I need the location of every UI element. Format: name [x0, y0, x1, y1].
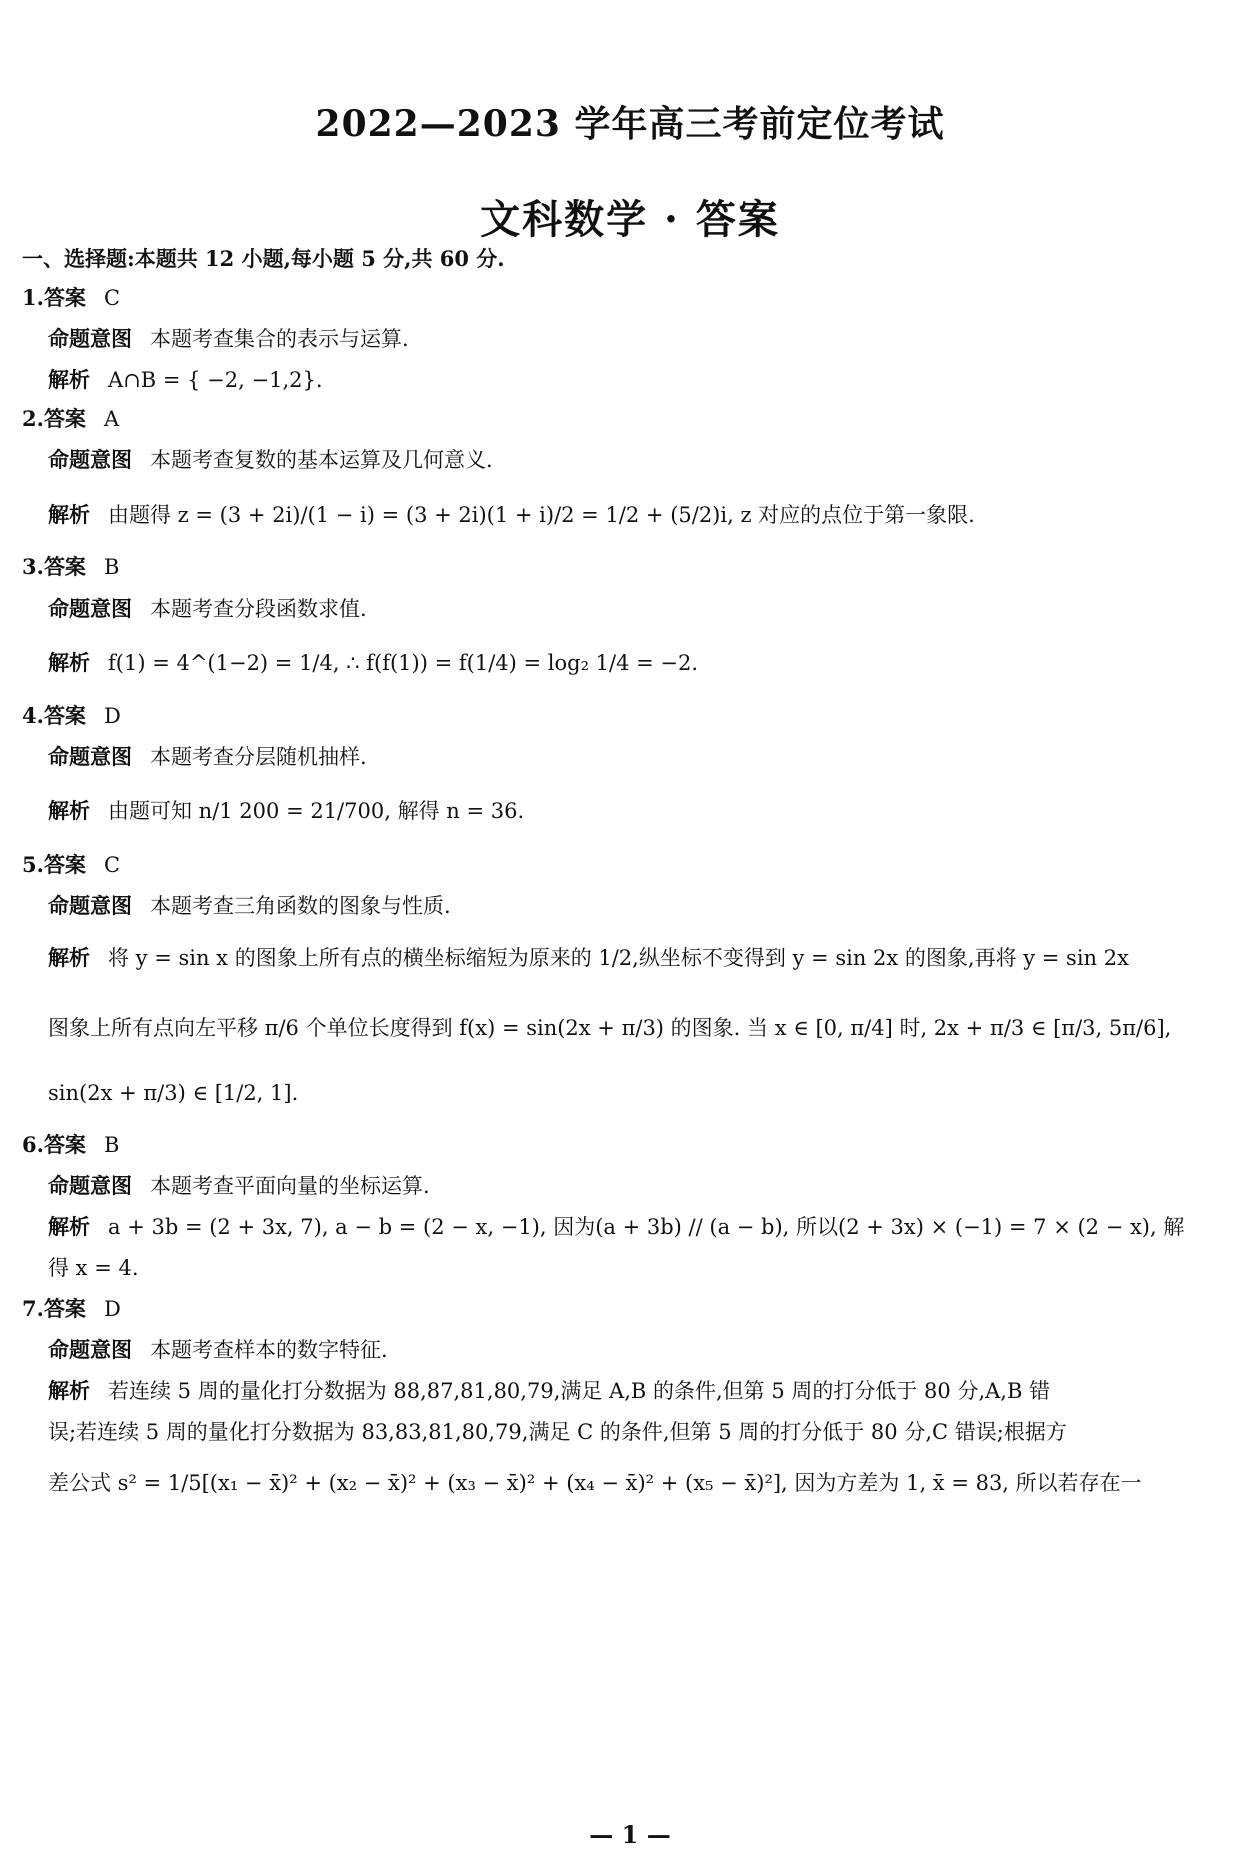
analysis-continuation: sin(2x + π/3) ∈ [1/2, 1]. — [48, 1081, 299, 1105]
analysis-label: 解析 — [48, 650, 90, 675]
analysis-label: 解析 — [48, 945, 90, 970]
answer-value: B — [103, 555, 120, 579]
answer-label: 答案 — [43, 852, 86, 877]
intent-text: 本题考查样本的数字特征. — [150, 1338, 388, 1362]
intent-text: 本题考查分层随机抽样. — [150, 745, 367, 769]
question-7-answer — [22, 1294, 1242, 1324]
intent-label: 命题意图 — [48, 744, 132, 769]
intent-label: 命题意图 — [48, 1173, 132, 1198]
analysis-text: 由题可知 n/1 200 = 21/700, 解得 n = 36. — [108, 799, 525, 823]
question-3-answer — [22, 552, 1242, 582]
analysis-label: 解析 — [48, 1378, 90, 1403]
question-4-answer — [22, 701, 1242, 731]
document-title: 2022—2023 学年高三考前定位考试 — [315, 103, 945, 145]
question-6-intent — [48, 1171, 1242, 1201]
question-number: 7. — [22, 1296, 44, 1321]
question-5-answer — [22, 850, 1242, 880]
question-2-analysis — [48, 500, 1242, 530]
intent-text: 本题考查三角函数的图象与性质. — [150, 894, 451, 918]
question-1-answer — [22, 283, 1242, 313]
question-6-answer — [22, 1130, 1242, 1160]
question-7-intent — [48, 1335, 1242, 1365]
answer-label: 答案 — [43, 703, 86, 728]
analysis-label: 解析 — [48, 367, 90, 392]
intent-text: 本题考查平面向量的坐标运算. — [150, 1174, 430, 1198]
question-1-analysis — [48, 365, 1242, 395]
analysis-text: f(1) = 4^(1−2) = 1/4, ∴ f(f(1)) = f(1/4) = log₂ 1/4 = −2. — [108, 651, 699, 675]
answer-value: D — [103, 1297, 121, 1321]
document-subtitle: 文科数学 · 答案 — [480, 196, 780, 243]
analysis-text: A∩B = { −2, −1,2}. — [108, 368, 323, 392]
analysis-label: 解析 — [48, 502, 90, 527]
section-heading: 一、选择题:本题共 12 小题,每小题 5 分,共 60 分. — [22, 246, 505, 271]
analysis-continuation: 误;若连续 5 周的量化打分数据为 83,83,81,80,79,满足 C 的条件,但第 5 周的打分低于 80 分,C 错误;根据方 — [48, 1420, 1067, 1444]
question-5-analysis — [48, 943, 1242, 973]
analysis-continuation: 差公式 s² = 1/5[(x₁ − x̄)² + (x₂ − x̄)² + (x₃ − x̄)² + (x₄ − x̄)² + (x₅ − x̄)²], 因为方差为 1, x̄ = 83, 所以若存在一 — [48, 1471, 1142, 1495]
analysis-label: 解析 — [48, 1214, 90, 1239]
answer-value: C — [103, 286, 121, 310]
question-number: 3. — [22, 554, 44, 579]
intent-label: 命题意图 — [48, 1337, 132, 1362]
question-7-analysis — [48, 1376, 1242, 1406]
question-number: 6. — [22, 1132, 44, 1157]
question-number: 2. — [22, 406, 44, 431]
question-6-analysis — [48, 1212, 1242, 1242]
question-1-intent — [48, 324, 1242, 354]
answer-value: D — [103, 704, 121, 728]
analysis-continuation: 得 x = 4. — [48, 1256, 139, 1280]
answer-label: 答案 — [43, 554, 86, 579]
question-2-intent — [48, 445, 1242, 475]
analysis-text: 若连续 5 周的量化打分数据为 88,87,81,80,79,满足 A,B 的条件,但第 5 周的打分低于 80 分,A,B 错 — [108, 1379, 1051, 1403]
answer-label: 答案 — [43, 285, 86, 310]
intent-label: 命题意图 — [48, 326, 132, 351]
intent-label: 命题意图 — [48, 596, 132, 621]
intent-text: 本题考查复数的基本运算及几何意义. — [150, 448, 493, 472]
intent-text: 本题考查分段函数求值. — [150, 597, 367, 621]
intent-label: 命题意图 — [48, 447, 132, 472]
page-number: — 1 — — [589, 1820, 671, 1849]
question-number: 4. — [22, 703, 44, 728]
question-3-analysis — [48, 648, 1242, 678]
intent-text: 本题考查集合的表示与运算. — [150, 327, 409, 351]
question-4-analysis — [48, 796, 1242, 826]
answer-value: A — [103, 407, 120, 431]
analysis-text: a + 3b = (2 + 3x, 7), a − b = (2 − x, −1), 因为(a + 3b) // (a − b), 所以(2 + 3x) × (−1) = 7 × (2 − x), 解 — [108, 1215, 1185, 1239]
analysis-text: 将 y = sin x 的图象上所有点的横坐标缩短为原来的 1/2,纵坐标不变得到 y = sin 2x 的图象,再将 y = sin 2x — [108, 946, 1129, 970]
question-3-intent — [48, 594, 1242, 624]
answer-label: 答案 — [43, 1296, 86, 1321]
intent-label: 命题意图 — [48, 893, 132, 918]
analysis-label: 解析 — [48, 798, 90, 823]
question-2-answer — [22, 404, 1242, 434]
question-4-intent — [48, 742, 1242, 772]
answer-value: C — [103, 853, 121, 877]
answer-label: 答案 — [43, 1132, 86, 1157]
analysis-text: 由题得 z = (3 + 2i)/(1 − i) = (3 + 2i)(1 + i)/2 = 1/2 + (5/2)i, z 对应的点位于第一象限. — [108, 503, 975, 527]
answer-label: 答案 — [43, 406, 86, 431]
question-5-intent — [48, 891, 1242, 921]
answer-value: B — [103, 1133, 120, 1157]
analysis-continuation: 图象上所有点向左平移 π/6 个单位长度得到 f(x) = sin(2x + π/3) 的图象. 当 x ∈ [0, π/4] 时, 2x + π/3 ∈ [π/3, 5π/6], — [48, 1016, 1172, 1040]
question-number: 5. — [22, 852, 44, 877]
question-number: 1. — [22, 285, 44, 310]
